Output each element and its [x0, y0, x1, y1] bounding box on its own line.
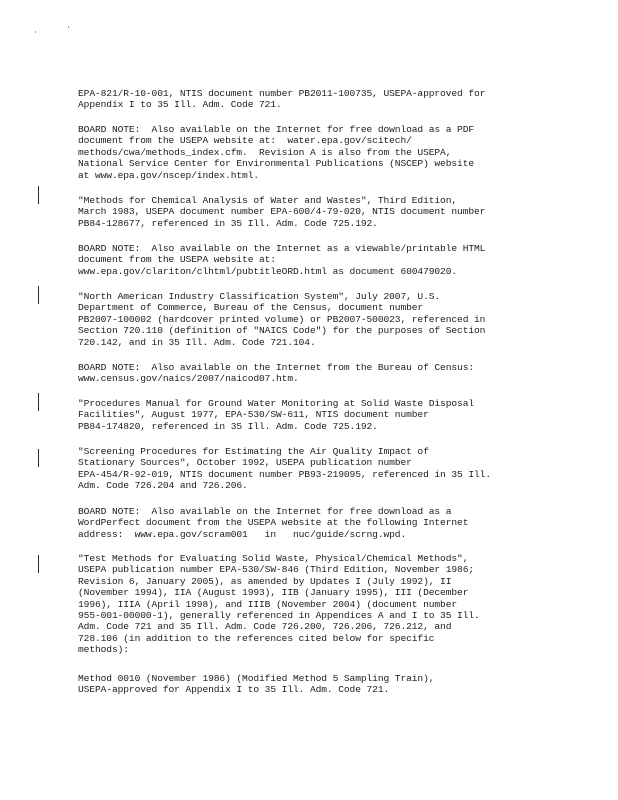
board-note-census: BOARD NOTE: Also available on the Internet from the Bureau of Census: www.census.gov/naics/2007/naicod07.htm. [78, 362, 475, 385]
paragraph-epa-821: EPA-821/R-10-001, NTIS document number PB2011-100735, USEPA-approved for Appendix I to 35 Ill. Adm. Code 721. [78, 88, 486, 111]
paragraph-method-0010: Method 0010 (November 1986) (Modified Method 5 Sampling Train), USEPA-approved for Appendix I to 35 Ill. Adm. Code 721. [78, 673, 435, 696]
paragraph-screening-procedures: "Screening Procedures for Estimating the Air Quality Impact of Stationary Sources", October 1992, USEPA publication number EPA-454/R-92-019, NTIS document number PB93-219095, referenced in 35 Ill. Adm. Code 726.204 and 726.206. [78, 446, 491, 492]
revision-bar [38, 186, 39, 204]
scan-speck [68, 26, 69, 28]
board-note-clariton: BOARD NOTE: Also available on the Internet as a viewable/printable HTML document from the USEPA website at: www.epa.gov/clariton/clhtml/pubtitleORD.html as document 600479020. [78, 243, 486, 277]
revision-bar [38, 449, 39, 467]
board-note-scram: BOARD NOTE: Also available on the Internet for free download as a WordPerfect document from the USEPA website at the following Internet address: www.epa.gov/scram001 in nuc/guide/scrng.wpd. [78, 506, 469, 540]
paragraph-methods-chemical-analysis: "Methods for Chemical Analysis of Water and Wastes", Third Edition, March 1983, USEPA document number EPA-600/4-79-020, NTIS document number PB84-128677, referenced in 35 Ill. Adm. Code 725.192. [78, 195, 486, 229]
paragraph-procedures-manual: "Procedures Manual for Ground Water Monitoring at Solid Waste Disposal Facilities", August 1977, EPA-530/SW-611, NTIS document number PB84-174820, referenced in 35 Ill. Adm. Code 725.192. [78, 398, 475, 432]
revision-bar [38, 393, 39, 411]
revision-bar [38, 286, 39, 304]
scan-speck [35, 31, 36, 33]
board-note-methods-index: BOARD NOTE: Also available on the Internet for free download as a PDF document from the USEPA website at: water.epa.gov/scitech/ methods/cwa/methods_index.cfm. Revision A is also from the USEPA, National Service Center for Environmental Publications (NSCEP) website at www.epa.gov/nscep/index.html. [78, 124, 475, 181]
paragraph-test-methods: "Test Methods for Evaluating Solid Waste, Physical/Chemical Methods", USEPA publication number EPA-530/SW-846 (Third Edition, November 1986; Revision 6, January 2005), as amended by Updates I (July 1992), II (November 1994), IIA (August 1993), IIB (January 1995), III (December 1996), IIIA (April 1998), and IIIB (November 2004) (document number 955-001-00000-1), generally referenced in Appendices A and I to 35 Ill. Adm. Code 721 and 35 Ill. Adm. Code 726.200, 726.206, 726.212, and 728.106 (in addition to the references cited below for specific methods): [78, 553, 480, 656]
paragraph-naics: "North American Industry Classification System", July 2007, U.S. Department of Commerce, Bureau of the Census, document number PB2007-100002 (hardcover printed volume) or PB2007-500023, referenced in Section 720.110 (definition of "NAICS Code") for the purposes of Section 720.142, and in 35 Ill. Adm. Code 721.104. [78, 291, 486, 348]
revision-bar [38, 555, 39, 573]
